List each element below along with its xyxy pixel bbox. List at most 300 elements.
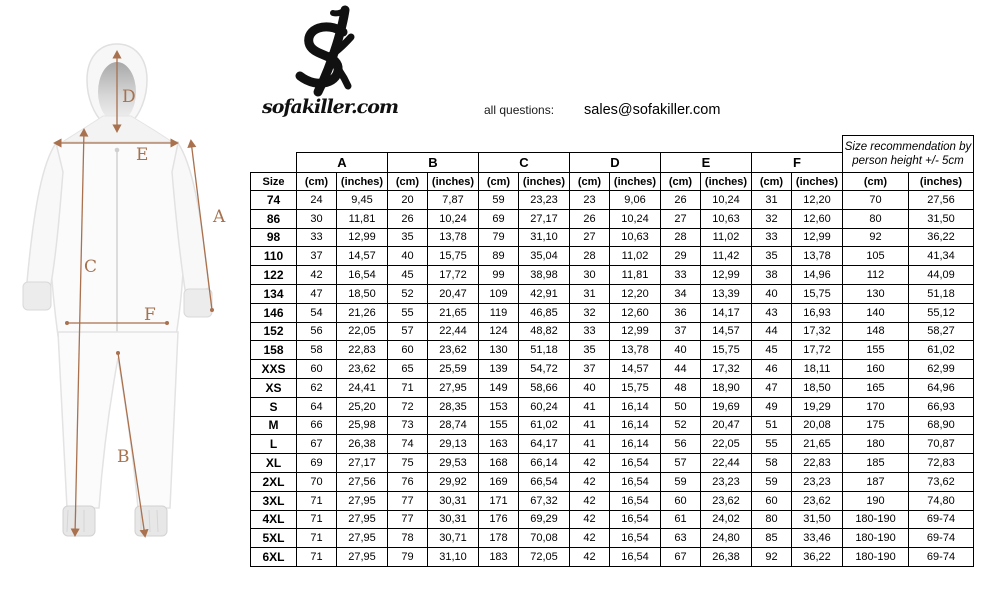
measurement-cell: 13,39 [701, 284, 752, 303]
measurement-cell: 31,10 [428, 548, 479, 567]
measurement-cell: 60,24 [519, 397, 570, 416]
measurement-cell: 67 [297, 435, 337, 454]
table-row-xs [251, 378, 974, 397]
table-row-86 [251, 209, 974, 228]
row-size-label: S [251, 397, 297, 416]
measurement-cell: 33 [570, 322, 610, 341]
row-size-label: 146 [251, 303, 297, 322]
measurement-cell: 25,98 [337, 416, 388, 435]
measurement-cell: 58 [752, 454, 792, 473]
measurement-cell: 26,38 [701, 548, 752, 567]
measurement-cell: 25,20 [337, 397, 388, 416]
measurement-cell: 11,81 [337, 209, 388, 228]
measurement-cell: 130 [843, 284, 909, 303]
measurement-cell: 31,10 [519, 228, 570, 247]
measurement-cell: 58 [297, 341, 337, 360]
measurement-cell: 80 [752, 510, 792, 529]
measurement-cell: 41,34 [909, 247, 974, 266]
measurement-cell: 42 [570, 472, 610, 491]
measurement-cell: 72 [388, 397, 428, 416]
unit-header-cm: (cm) [297, 173, 337, 191]
row-size-label: 152 [251, 322, 297, 341]
measurement-cell: 16,54 [610, 529, 661, 548]
measurement-cell: 12,99 [610, 322, 661, 341]
measurement-cell: 55 [388, 303, 428, 322]
measurement-cell: 15,75 [792, 284, 843, 303]
measurement-cell: 35 [388, 228, 428, 247]
measurement-cell: 27 [570, 228, 610, 247]
row-size-label: 98 [251, 228, 297, 247]
row-size-label: 74 [251, 191, 297, 210]
measurement-cell: 79 [388, 548, 428, 567]
measurement-cell: 190 [843, 491, 909, 510]
measurement-cell: 180-190 [843, 510, 909, 529]
unit-header-inches: (inches) [610, 173, 661, 191]
measurement-cell: 11,02 [610, 247, 661, 266]
measurement-cell: 176 [479, 510, 519, 529]
measurement-cell: 41 [570, 416, 610, 435]
measurement-cell: 14,96 [792, 266, 843, 285]
measurement-cell: 30,31 [428, 510, 479, 529]
contact-label: all questions: [484, 103, 555, 117]
measurement-cell: 9,06 [610, 191, 661, 210]
measurement-cell: 16,54 [610, 472, 661, 491]
measurement-cell: 124 [479, 322, 519, 341]
measurement-cell: 170 [843, 397, 909, 416]
measurement-cell: 180 [843, 435, 909, 454]
measurement-cell: 17,32 [792, 322, 843, 341]
table-row-5xl [251, 529, 974, 548]
table-row-152 [251, 322, 974, 341]
measurement-cell: 155 [479, 416, 519, 435]
measurement-cell: 80 [843, 209, 909, 228]
measurement-cell: 12,60 [792, 209, 843, 228]
measurement-cell: 30,71 [428, 529, 479, 548]
measurement-cell: 12,99 [701, 266, 752, 285]
size-recommendation-text: Size recommendation by person height +/- 5cm [842, 135, 974, 173]
measurement-cell: 62,99 [909, 360, 974, 379]
measurement-cell: 148 [843, 322, 909, 341]
measurement-cell: 28,35 [428, 397, 479, 416]
measurement-cell: 26 [570, 209, 610, 228]
measurement-cell: 73 [388, 416, 428, 435]
measurement-cell: 168 [479, 454, 519, 473]
measurement-cell: 22,44 [428, 322, 479, 341]
contact-email: sales@sofakiller.com [584, 102, 721, 118]
measure-label-a: A [213, 207, 226, 227]
measurement-cell: 60 [297, 360, 337, 379]
measurement-cell: 23,62 [701, 491, 752, 510]
measurement-cell: 79 [479, 228, 519, 247]
measurement-cell: 31,50 [909, 209, 974, 228]
measurement-cell: 68,90 [909, 416, 974, 435]
measurement-cell: 74,80 [909, 491, 974, 510]
table-row-l [251, 435, 974, 454]
measurement-cell: 61,02 [519, 416, 570, 435]
measurement-cell: 64,96 [909, 378, 974, 397]
measurement-cell: 70 [843, 191, 909, 210]
measurement-cell: 72,05 [519, 548, 570, 567]
measurement-cell: 37 [570, 360, 610, 379]
measurement-cell: 10,63 [610, 228, 661, 247]
measurement-cell: 27,56 [909, 191, 974, 210]
measurement-cell: 169 [479, 472, 519, 491]
measurement-cell: 20,08 [792, 416, 843, 435]
measurement-cell: 42 [570, 548, 610, 567]
measurement-cell: 71 [388, 378, 428, 397]
table-row-74 [251, 191, 974, 210]
measurement-cell: 30 [570, 266, 610, 285]
measurement-cell: 13,78 [610, 341, 661, 360]
table-row-m [251, 416, 974, 435]
measurement-cell: 17,72 [792, 341, 843, 360]
measurement-cell: 22,05 [337, 322, 388, 341]
measurement-cell: 11,02 [701, 228, 752, 247]
measurement-cell: 109 [479, 284, 519, 303]
measurement-cell: 15,75 [428, 247, 479, 266]
measurement-cell: 32 [752, 209, 792, 228]
measurement-cell: 61 [661, 510, 701, 529]
measurement-cell: 21,26 [337, 303, 388, 322]
measure-label-d: D [122, 87, 136, 107]
measurement-cell: 71 [297, 548, 337, 567]
measurement-cell: 26,38 [337, 435, 388, 454]
sofakiller-logo-icon [288, 4, 366, 98]
unit-header-cm: (cm) [479, 173, 519, 191]
row-size-label: 122 [251, 266, 297, 285]
row-size-label: 110 [251, 247, 297, 266]
measurement-cell: 64 [297, 397, 337, 416]
table-row-s [251, 397, 974, 416]
measure-label-b: B [117, 447, 130, 467]
unit-header-cm: (cm) [843, 173, 909, 191]
table-row-xl [251, 454, 974, 473]
contact-block [484, 102, 720, 118]
measurement-cell: 46 [752, 360, 792, 379]
measurement-cell: 42 [570, 454, 610, 473]
measurement-cell: 26 [388, 209, 428, 228]
measurement-cell: 45 [752, 341, 792, 360]
measurement-cell: 37 [661, 322, 701, 341]
measurement-cell: 27,95 [337, 491, 388, 510]
unit-header-cm: (cm) [388, 173, 428, 191]
measurement-cell: 35 [570, 341, 610, 360]
measurement-cell: 12,99 [792, 228, 843, 247]
measurement-cell: 27,95 [337, 529, 388, 548]
measurement-cell: 48 [661, 378, 701, 397]
measurement-cell: 16,54 [610, 491, 661, 510]
measurement-cell: 10,24 [610, 209, 661, 228]
measurement-cell: 12,20 [792, 191, 843, 210]
measurement-cell: 47 [752, 378, 792, 397]
measurement-cell: 27 [661, 209, 701, 228]
measurement-cell: 33 [752, 228, 792, 247]
table-row-4xl [251, 510, 974, 529]
table-row-2xl [251, 472, 974, 491]
measurement-cell: 55,12 [909, 303, 974, 322]
measurement-cell: 180-190 [843, 548, 909, 567]
measurement-cell: 57 [388, 322, 428, 341]
measurement-cell: 149 [479, 378, 519, 397]
measurement-cell: 20,47 [428, 284, 479, 303]
measurement-cell: 58,66 [519, 378, 570, 397]
brand-block [262, 4, 398, 118]
measurement-cell: 140 [843, 303, 909, 322]
measurement-cell: 36 [661, 303, 701, 322]
measurement-cell: 33 [297, 228, 337, 247]
measurement-cell: 23,23 [701, 472, 752, 491]
measurement-cell: 62 [297, 378, 337, 397]
measurement-cell: 171 [479, 491, 519, 510]
measurement-cell: 12,60 [610, 303, 661, 322]
measurement-cell: 163 [479, 435, 519, 454]
measurement-cell: 36,22 [909, 228, 974, 247]
measurement-cell: 74 [388, 435, 428, 454]
measurement-cell: 31 [752, 191, 792, 210]
measurement-cell: 24,41 [337, 378, 388, 397]
measurement-cell: 38 [752, 266, 792, 285]
measurement-cell: 10,24 [701, 191, 752, 210]
measurement-cell: 70 [297, 472, 337, 491]
product-figure [0, 0, 245, 584]
row-size-label: 6XL [251, 548, 297, 567]
measurement-cell: 60 [388, 341, 428, 360]
header-spacer [251, 153, 297, 173]
measurement-cell: 40 [661, 341, 701, 360]
measurement-cell: 21,65 [428, 303, 479, 322]
measurement-cell: 20,47 [701, 416, 752, 435]
measurement-cell: 15,75 [701, 341, 752, 360]
table-row-134 [251, 284, 974, 303]
measurement-cell: 52 [661, 416, 701, 435]
measurement-cell: 175 [843, 416, 909, 435]
measurement-cell: 15,75 [610, 378, 661, 397]
measurement-cell: 59 [661, 472, 701, 491]
measure-label-f: F [144, 305, 156, 325]
measurement-cell: 13,78 [428, 228, 479, 247]
measurement-cell: 23,62 [428, 341, 479, 360]
measurement-cell: 40 [388, 247, 428, 266]
size-table [250, 140, 974, 567]
onesie-measurement-diagram [0, 0, 245, 584]
measure-label-c: C [84, 257, 98, 277]
measurement-cell: 19,29 [792, 397, 843, 416]
measurement-cell: 76 [388, 472, 428, 491]
table-row-110 [251, 247, 974, 266]
measurement-cell: 75 [388, 454, 428, 473]
measurement-cell: 55 [752, 435, 792, 454]
measurement-cell: 34 [661, 284, 701, 303]
measurement-cell: 11,81 [610, 266, 661, 285]
measurement-cell: 59 [752, 472, 792, 491]
measurement-cell: 24 [297, 191, 337, 210]
measurement-cell: 17,72 [428, 266, 479, 285]
measurement-cell: 38,98 [519, 266, 570, 285]
measurement-cell: 77 [388, 491, 428, 510]
measurement-cell: 69-74 [909, 548, 974, 567]
row-size-label: XXS [251, 360, 297, 379]
measurement-cell: 44 [661, 360, 701, 379]
table-row-146 [251, 303, 974, 322]
measurement-cell: 16,54 [337, 266, 388, 285]
measurement-cell: 30,31 [428, 491, 479, 510]
measurement-cell: 28,74 [428, 416, 479, 435]
unit-header-inches: (inches) [701, 173, 752, 191]
row-size-label: M [251, 416, 297, 435]
measurement-cell: 31,50 [792, 510, 843, 529]
measurement-cell: 21,65 [792, 435, 843, 454]
unit-header-inches: (inches) [909, 173, 974, 191]
measurement-cell: 56 [661, 435, 701, 454]
measurement-cell: 43 [752, 303, 792, 322]
unit-header-cm: (cm) [661, 173, 701, 191]
measurement-cell: 66 [297, 416, 337, 435]
size-recommendation-header [843, 140, 974, 173]
table-row-122 [251, 266, 974, 285]
measurement-cell: 28 [570, 247, 610, 266]
measurement-cell: 92 [843, 228, 909, 247]
column-group-header-c: C [479, 153, 570, 173]
measurement-cell: 67,32 [519, 491, 570, 510]
measurement-cell: 78 [388, 529, 428, 548]
measurement-cell: 99 [479, 266, 519, 285]
measurement-cell: 35,04 [519, 247, 570, 266]
measurement-cell: 155 [843, 341, 909, 360]
measurement-cell: 44,09 [909, 266, 974, 285]
row-size-label: XL [251, 454, 297, 473]
measurement-cell: 47 [297, 284, 337, 303]
measurement-cell: 12,99 [337, 228, 388, 247]
measurement-cell: 9,45 [337, 191, 388, 210]
measurement-cell: 27,95 [428, 378, 479, 397]
measurement-cell: 32 [570, 303, 610, 322]
measurement-cell: 24,02 [701, 510, 752, 529]
table-row-98 [251, 228, 974, 247]
measurement-cell: 92 [752, 548, 792, 567]
table-row-xxs [251, 360, 974, 379]
measurement-cell: 27,95 [337, 510, 388, 529]
column-group-header-f: F [752, 153, 843, 173]
measurement-cell: 139 [479, 360, 519, 379]
measurement-cell: 112 [843, 266, 909, 285]
unit-header-inches: (inches) [792, 173, 843, 191]
row-size-label: 2XL [251, 472, 297, 491]
measurement-cell: 69,29 [519, 510, 570, 529]
measurement-cell: 51,18 [519, 341, 570, 360]
measurement-cell: 11,42 [701, 247, 752, 266]
measurement-cell: 71 [297, 529, 337, 548]
measurement-cell: 160 [843, 360, 909, 379]
measurement-cell: 29,92 [428, 472, 479, 491]
measurement-cell: 14,57 [701, 322, 752, 341]
measurement-cell: 23,23 [519, 191, 570, 210]
measurement-cell: 54,72 [519, 360, 570, 379]
size-column-header: Size [251, 173, 297, 191]
measurement-cell: 67 [661, 548, 701, 567]
measurement-cell: 33 [661, 266, 701, 285]
row-size-label: 3XL [251, 491, 297, 510]
measurement-cell: 56 [297, 322, 337, 341]
measurement-cell: 58,27 [909, 322, 974, 341]
measurement-cell: 60 [752, 491, 792, 510]
measurement-cell: 72,83 [909, 454, 974, 473]
unit-header-cm: (cm) [752, 173, 792, 191]
measurement-cell: 29,13 [428, 435, 479, 454]
measurement-cell: 187 [843, 472, 909, 491]
measurement-cell: 77 [388, 510, 428, 529]
measurement-cell: 36,22 [792, 548, 843, 567]
measurement-cell: 16,14 [610, 416, 661, 435]
measurement-cell: 73,62 [909, 472, 974, 491]
measurement-cell: 12,20 [610, 284, 661, 303]
row-size-label: 134 [251, 284, 297, 303]
measurement-cell: 16,54 [610, 510, 661, 529]
measurement-cell: 70,87 [909, 435, 974, 454]
measurement-cell: 20 [388, 191, 428, 210]
measurement-cell: 52 [388, 284, 428, 303]
measurement-cell: 61,02 [909, 341, 974, 360]
measurement-cell: 65 [388, 360, 428, 379]
row-size-label: 4XL [251, 510, 297, 529]
measurement-cell: 37 [297, 247, 337, 266]
table-row-3xl [251, 491, 974, 510]
measurement-cell: 29,53 [428, 454, 479, 473]
measurement-cell: 23,62 [792, 491, 843, 510]
unit-header-inches: (inches) [519, 173, 570, 191]
measurement-cell: 10,63 [701, 209, 752, 228]
measurement-cell: 48,82 [519, 322, 570, 341]
measurement-cell: 69 [479, 209, 519, 228]
measurement-cell: 25,59 [428, 360, 479, 379]
measurement-cell: 69-74 [909, 529, 974, 548]
measurement-cell: 69-74 [909, 510, 974, 529]
measurement-cell: 16,14 [610, 397, 661, 416]
measurement-cell: 59 [479, 191, 519, 210]
measurement-cell: 16,54 [610, 454, 661, 473]
measurement-cell: 51,18 [909, 284, 974, 303]
brand-site-text: sofakiller.com [262, 96, 398, 118]
measurement-cell: 14,17 [701, 303, 752, 322]
measurement-cell: 23,62 [337, 360, 388, 379]
measurement-cell: 41 [570, 435, 610, 454]
row-size-label: 86 [251, 209, 297, 228]
measurement-cell: 40 [570, 378, 610, 397]
measurement-cell: 24,80 [701, 529, 752, 548]
unit-header-cm: (cm) [570, 173, 610, 191]
measurement-cell: 69 [297, 454, 337, 473]
row-size-label: 158 [251, 341, 297, 360]
measurement-cell: 105 [843, 247, 909, 266]
measurement-cell: 17,32 [701, 360, 752, 379]
measurement-cell: 42 [297, 266, 337, 285]
measurement-cell: 22,83 [337, 341, 388, 360]
measurement-cell: 165 [843, 378, 909, 397]
measurement-cell: 130 [479, 341, 519, 360]
measurement-cell: 22,05 [701, 435, 752, 454]
measurement-cell: 18,50 [337, 284, 388, 303]
row-size-label: L [251, 435, 297, 454]
measurement-cell: 153 [479, 397, 519, 416]
measurement-cell: 66,14 [519, 454, 570, 473]
measurement-cell: 66,93 [909, 397, 974, 416]
table-row-6xl [251, 548, 974, 567]
measurement-cell: 42 [570, 529, 610, 548]
measurement-cell: 89 [479, 247, 519, 266]
measurement-cell: 22,83 [792, 454, 843, 473]
measurement-cell: 18,11 [792, 360, 843, 379]
size-table-wrap [250, 140, 974, 567]
measurement-cell: 85 [752, 529, 792, 548]
